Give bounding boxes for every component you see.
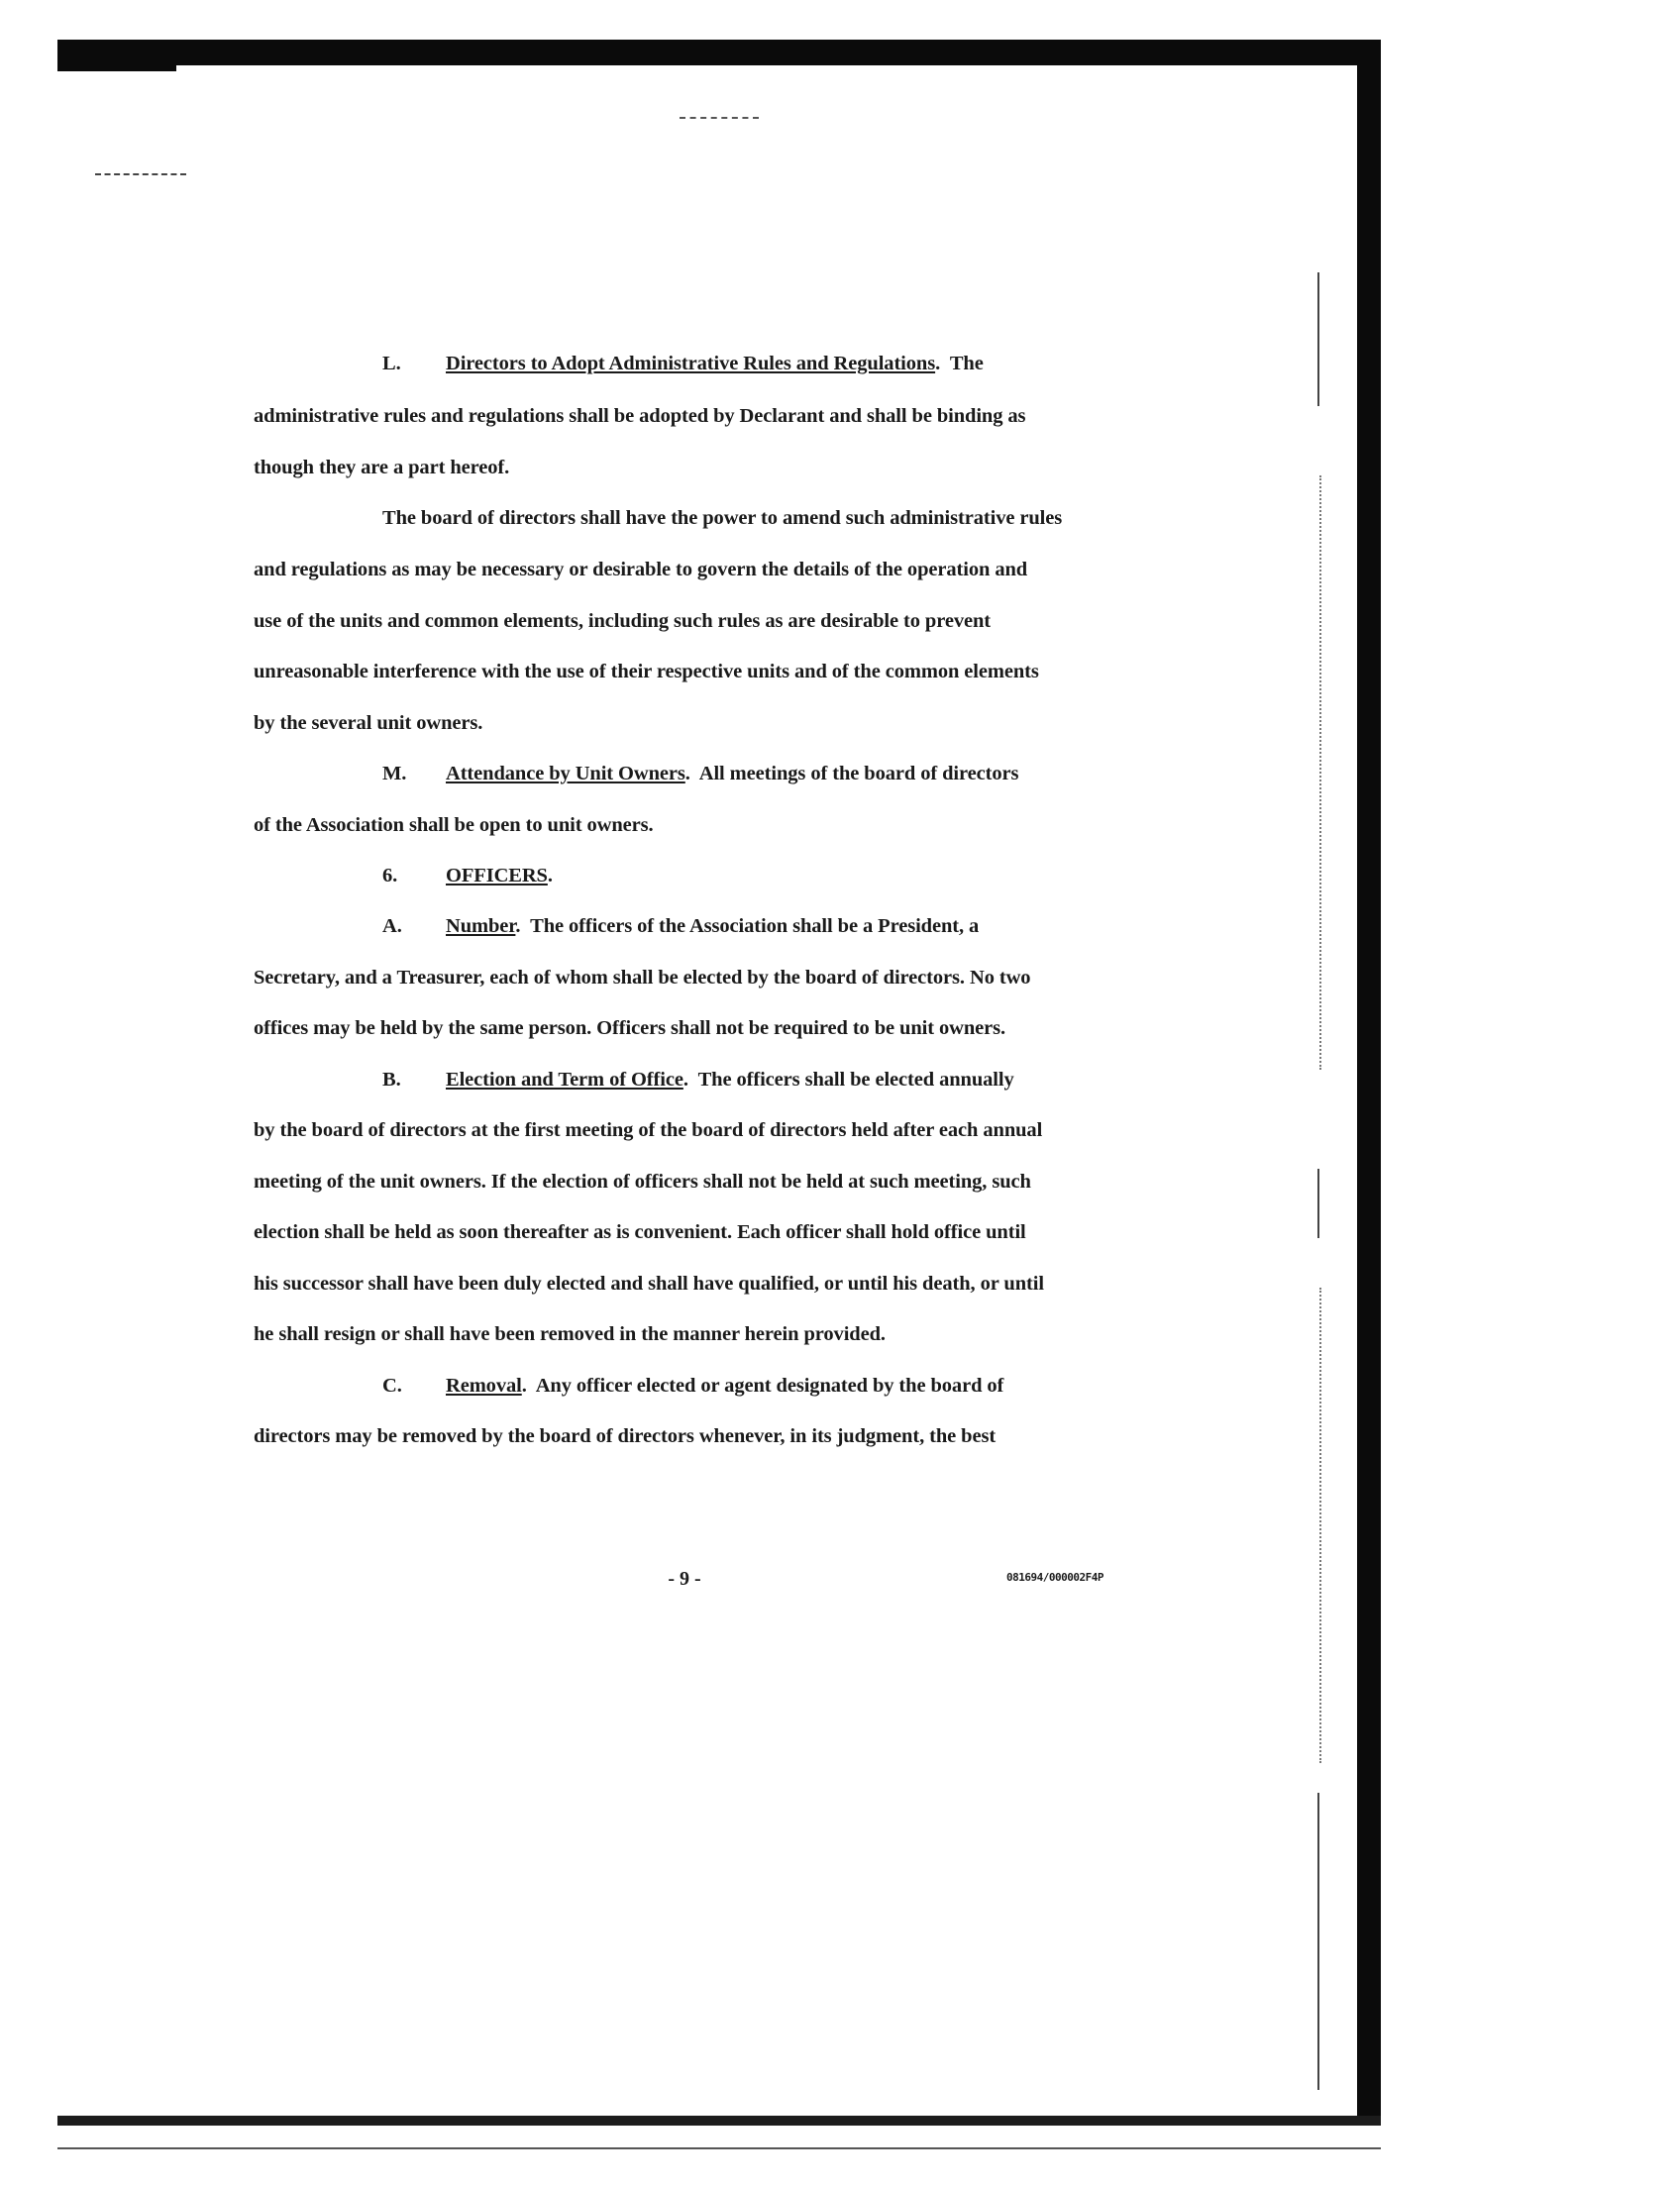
body-line: by the several unit owners. — [254, 712, 483, 734]
body-line: offices may be held by the same person. Officers shall not be required to be unit owners. — [254, 1017, 1006, 1039]
section-text: All meetings of the board of directors — [698, 763, 1019, 784]
body-line: of the Association shall be open to unit owners. — [254, 814, 654, 836]
body-line: meeting of the unit owners. If the election of officers shall not be held at such meeting, such — [254, 1171, 1031, 1193]
body-line: he shall resign or shall have been removed in the manner herein provided. — [254, 1323, 886, 1345]
section-heading: Directors to Adopt Administrative Rules and Regulations — [446, 353, 936, 374]
section-text: The officers of the Association shall be a President, a — [530, 915, 980, 937]
section-b-heading-line: B. Election and Term of Office. The officers shall be elected annually — [382, 1069, 1014, 1091]
body-line: use of the units and common elements, including such rules as are desirable to prevent — [254, 610, 992, 632]
body-line: Secretary, and a Treasurer, each of whom shall be elected by the board of directors. No two — [254, 967, 1031, 989]
section-l-heading-line: L. Directors to Adopt Administrative Rules and Regulations. The — [382, 353, 984, 374]
paragraph-start-line: The board of directors shall have the power to amend such administrative rules — [382, 507, 1063, 529]
section-mark: B. — [382, 1069, 401, 1091]
section-6-heading-line: 6. OFFICERS. — [382, 865, 553, 886]
page-number: - 9 - — [668, 1568, 701, 1590]
section-text: Any officer elected or agent designated by the board of — [535, 1375, 1004, 1397]
body-line: directors may be removed by the board of directors whenever, in its judgment, the best — [254, 1425, 997, 1447]
section-mark: M. — [382, 763, 407, 784]
document-code: 081694/000002F4P — [1006, 1571, 1103, 1584]
section-mark: C. — [382, 1375, 402, 1397]
body-line: administrative rules and regulations shall be adopted by Declarant and shall be binding as — [254, 405, 1026, 427]
body-line: by the board of directors at the first meeting of the board of directors held after each annual — [254, 1119, 1043, 1141]
section-a-heading-line: A. Number. The officers of the Association shall be a President, a — [382, 915, 980, 937]
section-mark: L. — [382, 353, 401, 374]
body-line: election shall be held as soon thereafter as is convenient. Each officer shall hold office until — [254, 1221, 1026, 1243]
body-line: and regulations as may be necessary or desirable to govern the details of the operation and — [254, 559, 1028, 580]
body-line: though they are a part hereof. — [254, 457, 510, 478]
section-heading: Number — [446, 915, 516, 937]
section-mark: 6. — [382, 865, 398, 886]
section-heading: OFFICERS — [446, 865, 548, 886]
section-m-heading-line: M. Attendance by Unit Owners. All meetings of the board of directors — [382, 763, 1019, 784]
section-mark: A. — [382, 915, 402, 937]
section-c-heading-line: C. Removal. Any officer elected or agent designated by the board of — [382, 1375, 1004, 1397]
section-text: The officers shall be elected annually — [697, 1069, 1014, 1091]
section-text: The — [949, 353, 984, 374]
section-heading: Election and Term of Office — [446, 1069, 683, 1091]
body-line: unreasonable interference with the use of their respective units and of the common elements — [254, 661, 1039, 682]
section-heading: Attendance by Unit Owners — [446, 763, 685, 784]
body-line: his successor shall have been duly elected and shall have qualified, or until his death, or until — [254, 1273, 1044, 1295]
section-heading: Removal — [446, 1375, 522, 1397]
